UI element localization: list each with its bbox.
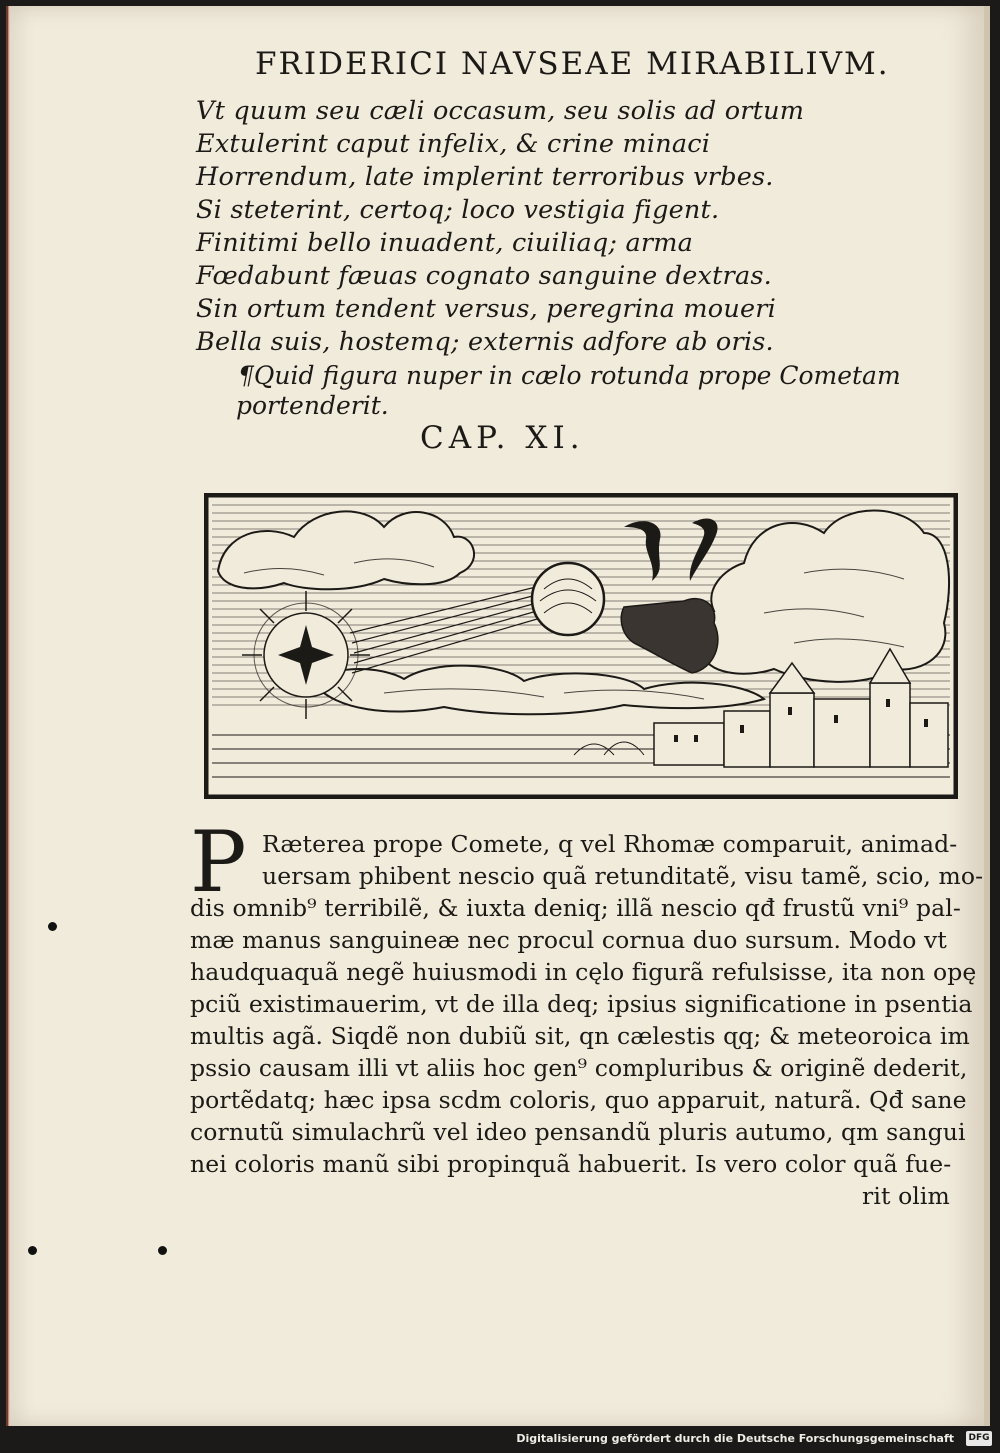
footer-credit: Digitalisierung gefördert durch die Deutsche Forschungsgemeinschaft <box>516 1432 954 1445</box>
page-edge <box>6 6 9 1426</box>
body-text-line: multis agã. Siqdẽ non dubiũ sit, qn cælestis ɋq; & meteoroica im <box>190 1022 970 1050</box>
body-text-line: dis omnib⁹ terribilẽ, & iuxta deniq; illã nescio qđ frustũ vni⁹ pal- <box>190 894 961 922</box>
verse-line: Finitimi bello inuadent, ciuiliaq; arma <box>196 228 694 258</box>
chapter-heading-line: portenderit. <box>236 391 389 420</box>
chapter-number: CAP. XI. <box>420 420 585 456</box>
verse-line: Sin ortum tendent versus, peregrina moueri <box>196 294 776 324</box>
running-head: FRIDERICI NAVSEAE MIRABILIVM. <box>255 46 890 82</box>
margin-dot <box>158 1246 167 1255</box>
verse-line: Si steterint, certoq; loco vestigia figent. <box>196 195 720 225</box>
verse-line: Bella suis, hostemq; externis adfore ab oris. <box>196 327 774 357</box>
margin-dot <box>48 922 57 931</box>
dfg-logo: DFG <box>966 1431 992 1446</box>
verse-line: Fœdabunt fæuas cognato sanguine dextras. <box>196 261 772 291</box>
margin-dot <box>28 1246 37 1255</box>
verse-line: Vt quum seu cæli occasum, seu solis ad ortum <box>196 96 805 126</box>
body-text-line: mæ manus sanguineæ nec procul cornua duo sursum. Modo vt <box>190 926 947 954</box>
chapter-heading-line: ¶Quid figura nuper in cælo rotunda prope Cometam <box>238 361 901 390</box>
verse-line: Horrendum, late implerint terroribus vrbes. <box>196 162 774 192</box>
body-text-line: pciũ existimauerim, vt de illa deq; ipsius significatione in psentia <box>190 990 973 1018</box>
woodcut-illustration <box>204 493 958 799</box>
catchword: rit olim <box>862 1182 950 1210</box>
body-text-line: portẽdatq; hæc ipsa scdm coloris, quo apparuit, naturã. Qđ sane <box>190 1086 967 1114</box>
body-text-line: haudquaquã negẽ huiusmodi in cęlo figurã refulsisse, ita non opę <box>190 958 977 986</box>
body-text-line: pssio causam illi vt aliis hoc gen⁹ compluribus & originẽ dederit, <box>190 1054 968 1082</box>
body-text-line: nei coloris manũ sibi propinquã habuerit. Is vero color quã fue- <box>190 1150 952 1178</box>
verse-line: Extulerint caput infelix, & crine minaci <box>196 129 711 159</box>
drop-cap: P <box>190 813 247 911</box>
body-text-line: Ræterea prope Comete, q vel Rhomæ comparuit, animad- <box>262 830 958 858</box>
body-text-line: cornutũ simulachrũ vel ideo pensandũ pluris autumo, qm sangui <box>190 1118 966 1146</box>
body-text-line: uersam phibent nescio quã retunditatẽ, visu tamẽ, scio, mo- <box>262 862 984 890</box>
